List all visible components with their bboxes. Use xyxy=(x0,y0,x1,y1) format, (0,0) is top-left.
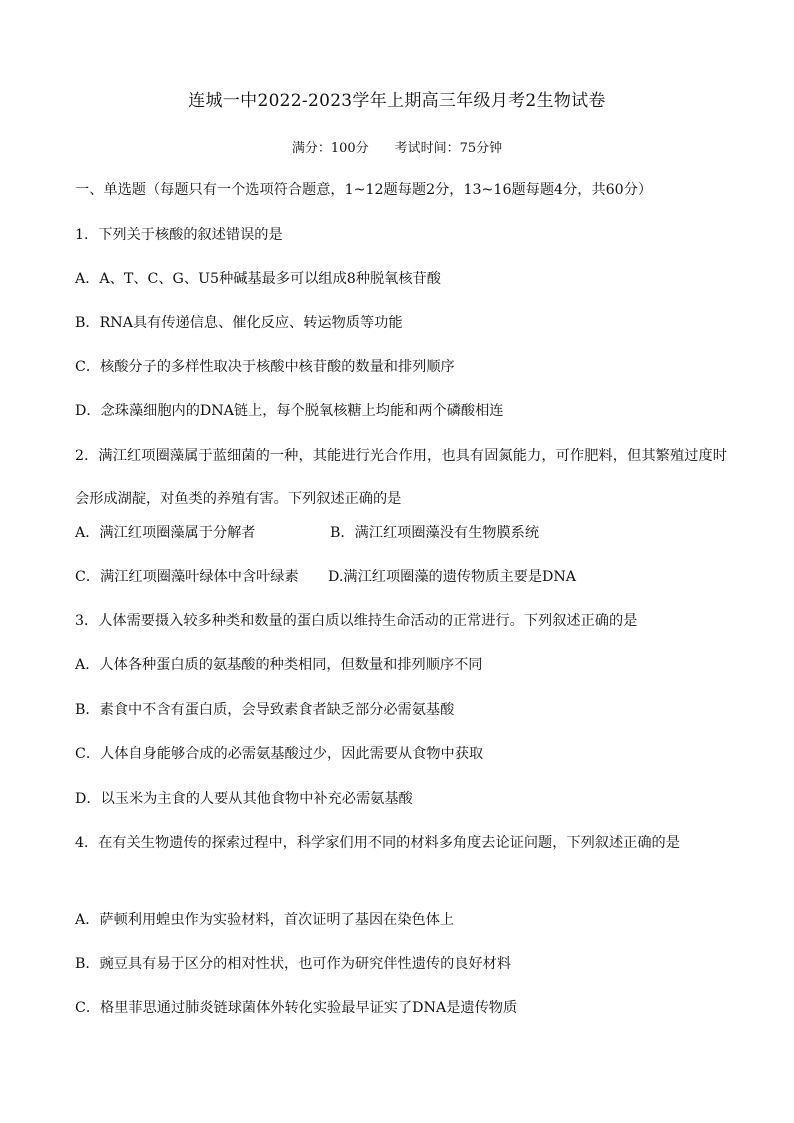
question-2-stem: 2．满江红项圈藻属于蓝细菌的一种，其能进行光合作用，也具有固氮能力，可作肥料，但其繁殖过度时会形成湖靛，对鱼类的养殖有害。下列叙述正确的是 xyxy=(75,448,727,507)
question-4-option-a: A．萨顿利用蝗虫作为实验材料，首次证明了基因在染色体上 xyxy=(75,912,455,928)
question-4-stem: 4．在有关生物遗传的探索过程中，科学家们用不同的材料多角度去论证问题，下列叙述正确的是 xyxy=(75,835,680,851)
question-1-option-d: D．念珠藻细胞内的DNA链上，每个脱氧核糖上均能和两个磷酸相连 xyxy=(75,403,504,419)
question-2-option-d: D.满江红项圈藻的遗传物质主要是DNA xyxy=(328,569,577,585)
question-3-option-c: C．人体自身能够合成的必需氨基酸过少，因此需要从食物中获取 xyxy=(75,746,484,762)
question-1-stem: 1．下列关于核酸的叙述错误的是 xyxy=(75,227,283,243)
question-3-option-b: B．素食中不含有蛋白质，会导致素食者缺乏部分必需氨基酸 xyxy=(75,702,455,718)
question-2-option-a: A．满江红项圈藻属于分解者 xyxy=(75,525,256,541)
full-score: 满分：100分 xyxy=(291,141,369,156)
question-3-stem: 3．人体需要摄入较多种类和数量的蛋白质以维持生命活动的正常进行。下列叙述正确的是 xyxy=(75,613,638,629)
question-1-option-c: C．核酸分子的多样性取决于核酸中核苷酸的数量和排列顺序 xyxy=(75,359,455,375)
question-3-option-a: A．人体各种蛋白质的氨基酸的种类相同，但数量和排列顺序不同 xyxy=(75,657,483,673)
question-1-option-b: B．RNA具有传递信息、催化反应、转运物质等功能 xyxy=(75,315,403,331)
section-heading: 一、单选题（每题只有一个选项符合题意，1~12题每题2分，13~16题每题4分，共60分） xyxy=(75,182,653,198)
question-3-option-d: D．以玉米为主食的人要从其他食物中补充必需氨基酸 xyxy=(75,791,413,807)
question-2-option-c: C．满江红项圈藻叶绿体中含叶绿素 xyxy=(75,569,299,585)
question-2-option-b: B．满江红项圈藻没有生物膜系统 xyxy=(330,525,540,541)
exam-time: 考试时间：75分钟 xyxy=(394,141,503,156)
question-4-option-b: B．豌豆具有易于区分的相对性状，也可作为研究伴性遗传的良好材料 xyxy=(75,956,512,972)
exam-title: 连城一中2022-2023学年上期高三年级月考2生物试卷 xyxy=(188,91,606,111)
exam-info xyxy=(0,137,794,156)
question-1-option-a: A．A、T、C、G、U5种碱基最多可以组成8种脱氧核苷酸 xyxy=(75,271,441,287)
question-4-option-c: C．格里菲思通过肺炎链球菌体外转化实验最早证实了DNA是遗传物质 xyxy=(75,1000,518,1016)
